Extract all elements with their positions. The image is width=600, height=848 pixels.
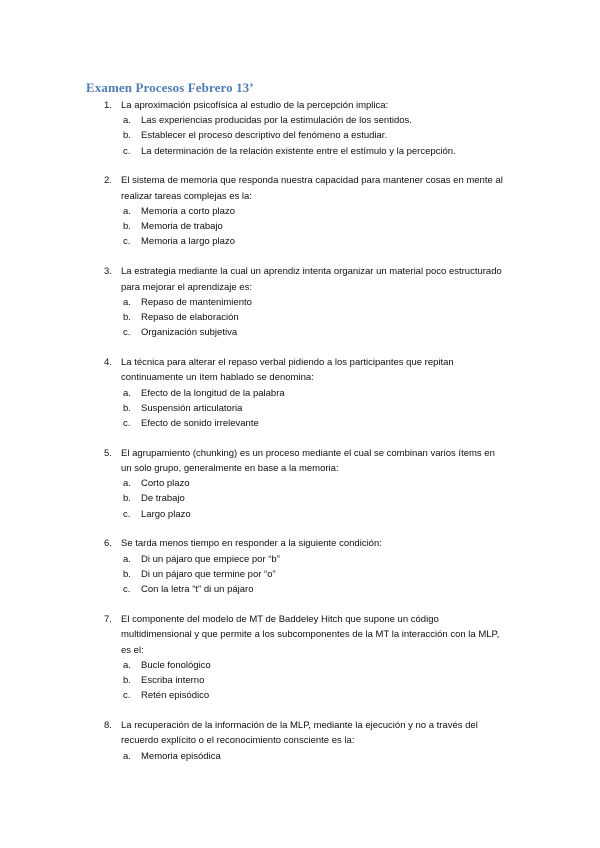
option-item	[0, 295, 600, 310]
question-text: El agrupamiento (chunking) es un proceso mediante el cual se combinan varios ítems en un solo grupo, generalmente en base a la memoria:	[121, 447, 495, 474]
option-letter: b.	[123, 493, 131, 505]
option-text: Repaso de elaboración	[141, 311, 239, 323]
question-text: La aproximación psicofísica al estudio de la percepción implica:	[121, 100, 389, 111]
option-letter: c.	[123, 417, 131, 429]
option-text: Suspensión articulatoria	[141, 402, 243, 414]
option-letter: c.	[123, 145, 131, 157]
option-list	[0, 204, 600, 250]
option-item	[0, 491, 600, 506]
question-item	[0, 536, 600, 597]
option-letter: a.	[123, 296, 131, 308]
option-text: Con la letra “t” di un pájaro	[141, 584, 254, 596]
option-text: Escriba interno	[141, 674, 205, 686]
question-item	[0, 98, 600, 159]
option-text: Largo plazo	[141, 508, 191, 520]
option-letter: b.	[123, 674, 131, 686]
option-list	[0, 552, 600, 598]
option-letter: a.	[123, 387, 131, 399]
option-text: Organización subjetiva	[141, 327, 238, 339]
option-item	[0, 144, 600, 159]
question-number: 8.	[104, 719, 112, 731]
option-list	[0, 476, 600, 522]
question-number: 7.	[104, 613, 112, 625]
question-text: Se tarda menos tiempo en responder a la siguiente condición:	[121, 538, 382, 550]
option-item	[0, 476, 600, 491]
option-item	[0, 113, 600, 128]
question-number: 5.	[104, 447, 112, 459]
question-item	[0, 264, 600, 340]
option-letter: a.	[123, 659, 131, 671]
option-item	[0, 567, 600, 582]
option-text: De trabajo	[141, 493, 185, 505]
question-item	[0, 355, 600, 431]
option-text: Retén episódico	[141, 690, 210, 702]
option-item	[0, 658, 600, 673]
question-item	[0, 173, 600, 249]
option-item	[0, 416, 600, 431]
option-text: Di un pájaro que termine por “o”	[141, 568, 276, 580]
question-text: La recuperación de la información de la MLP, mediante la ejecución y no a través del recuerdo explícito o el reconocimiento consciente es la:	[121, 719, 478, 747]
option-text: La determinación de la relación existente entre el estímulo y la percepción.	[141, 145, 456, 157]
option-list	[0, 658, 600, 704]
option-item	[0, 386, 600, 401]
question-item	[0, 446, 600, 522]
option-letter: c.	[123, 690, 131, 702]
option-letter: b.	[123, 568, 131, 580]
option-letter: c.	[123, 508, 131, 520]
option-letter: b.	[123, 311, 131, 323]
question-number: 4.	[104, 356, 112, 368]
option-text: Repaso de mantenimiento	[141, 296, 252, 308]
option-list	[0, 113, 600, 159]
option-text: Corto plazo	[141, 478, 190, 490]
option-letter: b.	[123, 402, 131, 414]
option-item	[0, 204, 600, 219]
question-number: 3.	[104, 266, 112, 278]
option-text: Bucle fonológico	[141, 659, 211, 671]
option-list	[0, 386, 600, 432]
option-text: Memoria a largo plazo	[141, 236, 235, 248]
option-letter: a.	[123, 115, 131, 127]
question-item	[0, 718, 600, 764]
option-item	[0, 582, 600, 597]
option-item	[0, 507, 600, 522]
option-list	[0, 749, 600, 764]
option-letter: a.	[123, 206, 131, 218]
option-letter: b.	[123, 221, 131, 233]
option-letter: a.	[123, 750, 131, 762]
option-letter: c.	[123, 236, 131, 248]
option-text: Memoria de trabajo	[141, 221, 223, 233]
option-text: Efecto de la longitud de la palabra	[141, 387, 285, 399]
option-text: Memoria a corto plazo	[141, 206, 235, 218]
question-text: El sistema de memoria que responda nuestra capacidad para mantener cosas en mente al realizar tareas complejas es la:	[121, 175, 503, 202]
option-item	[0, 688, 600, 703]
option-letter: a.	[123, 478, 131, 490]
option-text: Efecto de sonido irrelevante	[141, 417, 259, 429]
option-text: Establecer el proceso descriptivo del fenómeno a estudiar.	[141, 130, 388, 142]
question-text: La técnica para alterar el repaso verbal pidiendo a los participantes que repitan continuamente un ítem hablado se denomina:	[121, 356, 454, 384]
option-letter: b.	[123, 130, 131, 142]
option-item	[0, 310, 600, 325]
page-title: Examen Procesos Febrero 13’	[86, 80, 254, 95]
option-item	[0, 673, 600, 688]
option-item	[0, 325, 600, 340]
question-item	[0, 612, 600, 703]
option-letter: c.	[123, 327, 131, 339]
option-text: Di un pájaro que empiece por “b”	[141, 553, 280, 565]
option-text: Las experiencias producidas por la estimulación de los sentidos.	[141, 115, 412, 127]
option-item	[0, 749, 600, 764]
option-item	[0, 234, 600, 249]
question-number: 6.	[104, 538, 112, 550]
option-text: Memoria episódica	[141, 750, 221, 762]
option-item	[0, 219, 600, 234]
option-item	[0, 128, 600, 143]
option-item	[0, 401, 600, 416]
option-list	[0, 295, 600, 341]
question-number: 2.	[104, 175, 112, 187]
question-text: El componente del modelo de MT de Baddeley Hitch que supone un código multidimensional y que permite a los subcomponentes de la MT la interacción con la MLP, es el:	[121, 613, 500, 656]
question-text: La estrategia mediante la cual un aprendiz intenta organizar un material poco estructurado para mejorar el aprendizaje es:	[121, 266, 502, 293]
question-list	[0, 98, 600, 778]
option-letter: c.	[123, 584, 131, 596]
option-item	[0, 552, 600, 567]
option-letter: a.	[123, 553, 131, 565]
question-number: 1.	[104, 100, 112, 111]
